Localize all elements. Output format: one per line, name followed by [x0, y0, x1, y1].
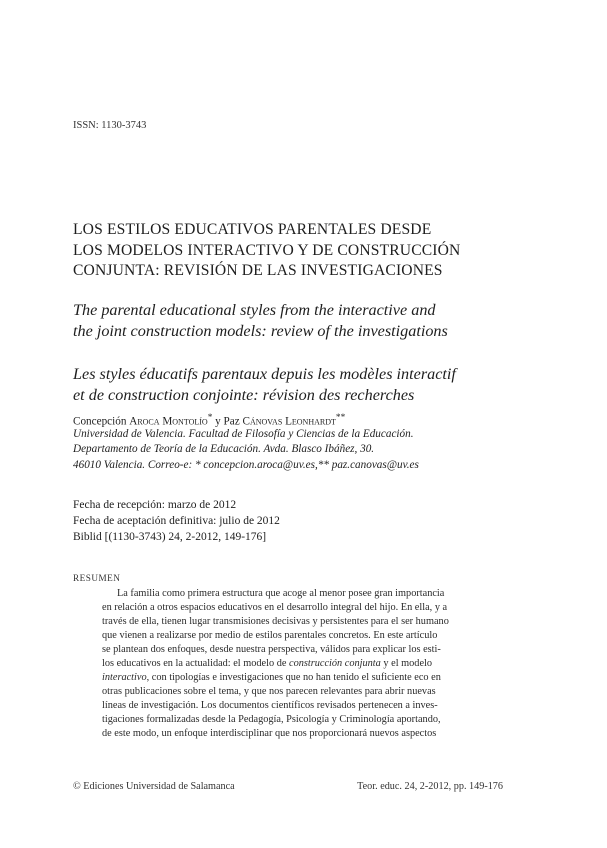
title-es-line: CONJUNTA: REVISIÓN DE LAS INVESTIGACIONES — [73, 262, 443, 279]
abstract-line: en relación a otros espacios educativos en el desarrollo integral del hijo. En ella, y a — [102, 602, 448, 613]
abstract-italic-term: construcción conjunta — [289, 658, 381, 669]
issn-label: ISSN: 1130-3743 — [73, 120, 147, 131]
abstract-line: La familia como primera estructura que acoge al menor posee gran importancia — [117, 588, 445, 599]
accepted-date: Fecha de aceptación definitiva: julio de 2012 — [73, 515, 280, 527]
title-fr-line: Les styles éducatifs parentaux depuis les modèles interactif — [73, 365, 456, 383]
abstract-italic-term: interactivo — [102, 672, 147, 683]
abstract-text: los educativos en la actualidad: el modelo de — [102, 658, 287, 669]
abstract-line — [102, 671, 502, 685]
footer-publisher: © Ediciones Universidad de Salamanca — [73, 781, 235, 792]
abstract-line: otras publicaciones sobre el tema, y que nos parecen relevantes para abrir nuevas — [102, 686, 436, 697]
title-en-line: the joint construction models: review of the investigations — [73, 322, 448, 340]
footer-citation: Teor. educ. 24, 2-2012, pp. 149-176 — [357, 781, 503, 792]
author-1-given: Concepción — [73, 415, 127, 428]
bibliid: Biblid [(1130-3743) 24, 2-2012, 149-176] — [73, 531, 267, 543]
abstract-heading: RESUMEN — [73, 573, 121, 583]
abstract-line: través de ella, tienen lugar transmisiones decisivas y persistentes para el ser humano — [102, 616, 449, 627]
abstract-text: , con tipologías e investigaciones que no han tenido el suficiente eco en — [146, 672, 441, 683]
author-1-surname: Aroca Montolío — [129, 415, 208, 428]
abstract-line: tigaciones formalizadas desde la Pedagogía, Psicología y Criminología aportando, — [102, 714, 441, 725]
abstract-line: se plantean dos enfoques, desde nuestra perspectiva, válidos para explicar los esti- — [102, 644, 441, 655]
received-date: Fecha de recepción: marzo de 2012 — [73, 499, 237, 511]
author-2-given: Paz — [223, 415, 240, 428]
abstract-line: líneas de investigación. Los documentos científicos revisados pertenecen a inves- — [102, 700, 438, 711]
abstract-line — [102, 657, 502, 671]
author-1-mark: * — [207, 413, 213, 423]
title-en-line: The parental educational styles from the interactive and — [73, 301, 436, 319]
affiliation-line: Universidad de Valencia. Facultad de Filosofía y Ciencias de la Educación. — [73, 427, 414, 440]
abstract-line: de este modo, un enfoque interdisciplinar que nos proporcionará nuevos aspectos — [102, 728, 437, 739]
abstract-text: y el modelo — [383, 658, 433, 669]
title-es-line: LOS ESTILOS EDUCATIVOS PARENTALES DESDE — [73, 221, 432, 238]
affiliation-line: Departamento de Teoría de la Educación. Avda. Blasco Ibáñez, 30. — [73, 443, 375, 455]
title-es-line: LOS MODELOS INTERACTIVO Y DE CONSTRUCCIÓN — [73, 241, 461, 259]
abstract-line: que vienen a realizarse por medio de estilos parentales concretos. En este artículo — [102, 630, 438, 641]
title-fr-line: et de construction conjointe: révision des recherches — [73, 386, 415, 404]
author-2-mark: ** — [335, 413, 346, 423]
affiliation-line: 46010 Valencia. Correo-e: * concepcion.aroca@uv.es,** paz.canovas@uv.es — [73, 458, 419, 471]
author-2-surname: Cánovas Leonhardt — [242, 415, 336, 428]
author-conjunction: y — [215, 415, 221, 428]
